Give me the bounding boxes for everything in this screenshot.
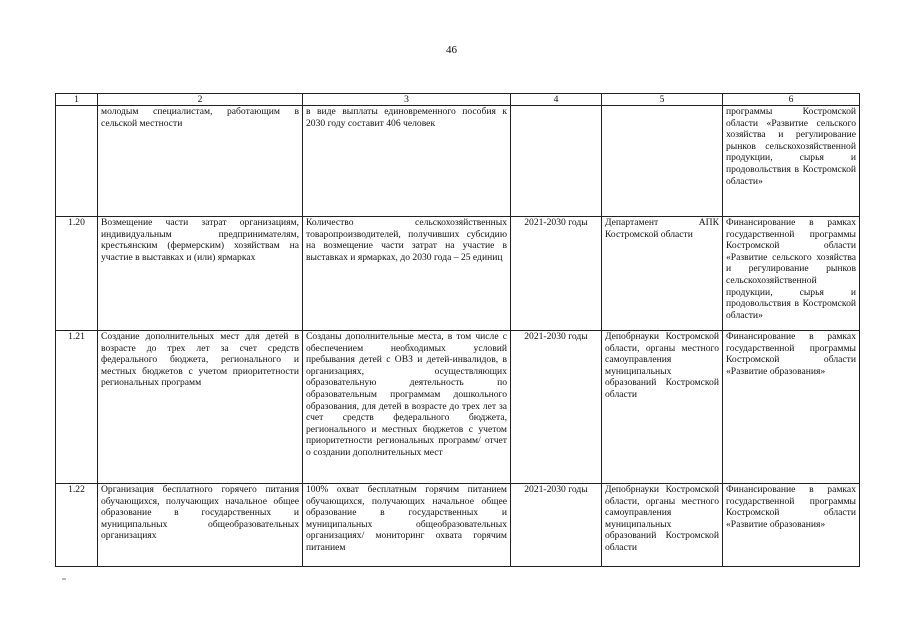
table-row [56,106,860,217]
executor-cell [602,106,723,217]
column-header: 2 [98,94,303,106]
scan-artifact [62,578,66,580]
result-cell: 100% охват бесплатным горячим питанием обучающихся, получающих начальное общее образование в государственных и муниципальных общеобразовательных организациях/ мониторинг охвата горячим питанием [303,484,511,567]
measure-cell: Возмещение части затрат организациям, индивидуальным предпринимателям, крестьянским (фермерским) хозяйствам на участие в выставках и (или) ярмарках [98,217,303,331]
period-cell [511,106,602,217]
row-number: 1.22 [56,484,98,567]
period-cell: 2021-2030 годы [511,484,602,567]
funding-cell: программы Костромской области «Развитие сельского хозяйства и регулирование рынков сельскохозяйственной продукции, сырья и продовольствия в Костромской области» [723,106,860,217]
executor-cell: Депобрнауки Костромской области, органы местного самоуправления муниципальных образований Костромской области [602,484,723,567]
measure-cell: Организация бесплатного горячего питания обучающихся, получающих начальное общее образование в государственных и муниципальных общеобразовательных организациях [98,484,303,567]
column-header: 3 [303,94,511,106]
row-number: 1.20 [56,217,98,331]
column-header: 4 [511,94,602,106]
result-cell: Созданы дополнительные места, в том числе с обеспечением необходимых условий пребывания детей с ОВЗ и детей-инвалидов, в организациях, осуществляющих образовательную деятельность по образовательным программам дошкольного образования, для детей в возрасте до трех лет за счет средств федерального бюджета, регионального и местных бюджетов с учетом приоритетности региональных программ/ отчет о создании дополнительных мест [303,331,511,484]
funding-cell: Финансирование в рамках государственной программы Костромской области «Развитие сельского хозяйства и регулирование рынков сельскохозяйственной продукции, сырья и продовольствия в Костромской области» [723,217,860,331]
measure-cell: Создание дополнительных мест для детей в возрасте до трех лет за счет средств федерального бюджета, регионального и местных бюджетов с учетом приоритетности региональных программ [98,331,303,484]
table-row [56,331,860,484]
funding-cell: Финансирование в рамках государственной программы Костромской области «Развитие образования» [723,331,860,484]
table-row [56,217,860,331]
table-row [56,484,860,567]
executor-cell: Депобрнауки Костромской области, органы местного самоуправления муниципальных образований Костромской области [602,331,723,484]
page-number: 46 [446,44,457,56]
period-cell: 2021-2030 годы [511,331,602,484]
column-header: 1 [56,94,98,106]
row-number [56,106,98,217]
result-cell: Количество сельскохозяйственных товаропроизводителей, получивших субсидию на возмещение части затрат на участие в выставках и ярмарках, до 2030 года – 25 единиц [303,217,511,331]
column-header: 6 [723,94,860,106]
table-header-row [56,94,860,106]
result-cell: в виде выплаты единовременного пособия к 2030 году составит 406 человек [303,106,511,217]
period-cell: 2021-2030 годы [511,217,602,331]
column-header: 5 [602,94,723,106]
executor-cell: Департамент АПК Костромской области [602,217,723,331]
measure-cell: молодым специалистам, работающим в сельской местности [98,106,303,217]
funding-cell: Финансирование в рамках государственной программы Костромской области «Развитие образования» [723,484,860,567]
row-number: 1.21 [56,331,98,484]
measures-table [55,93,860,567]
